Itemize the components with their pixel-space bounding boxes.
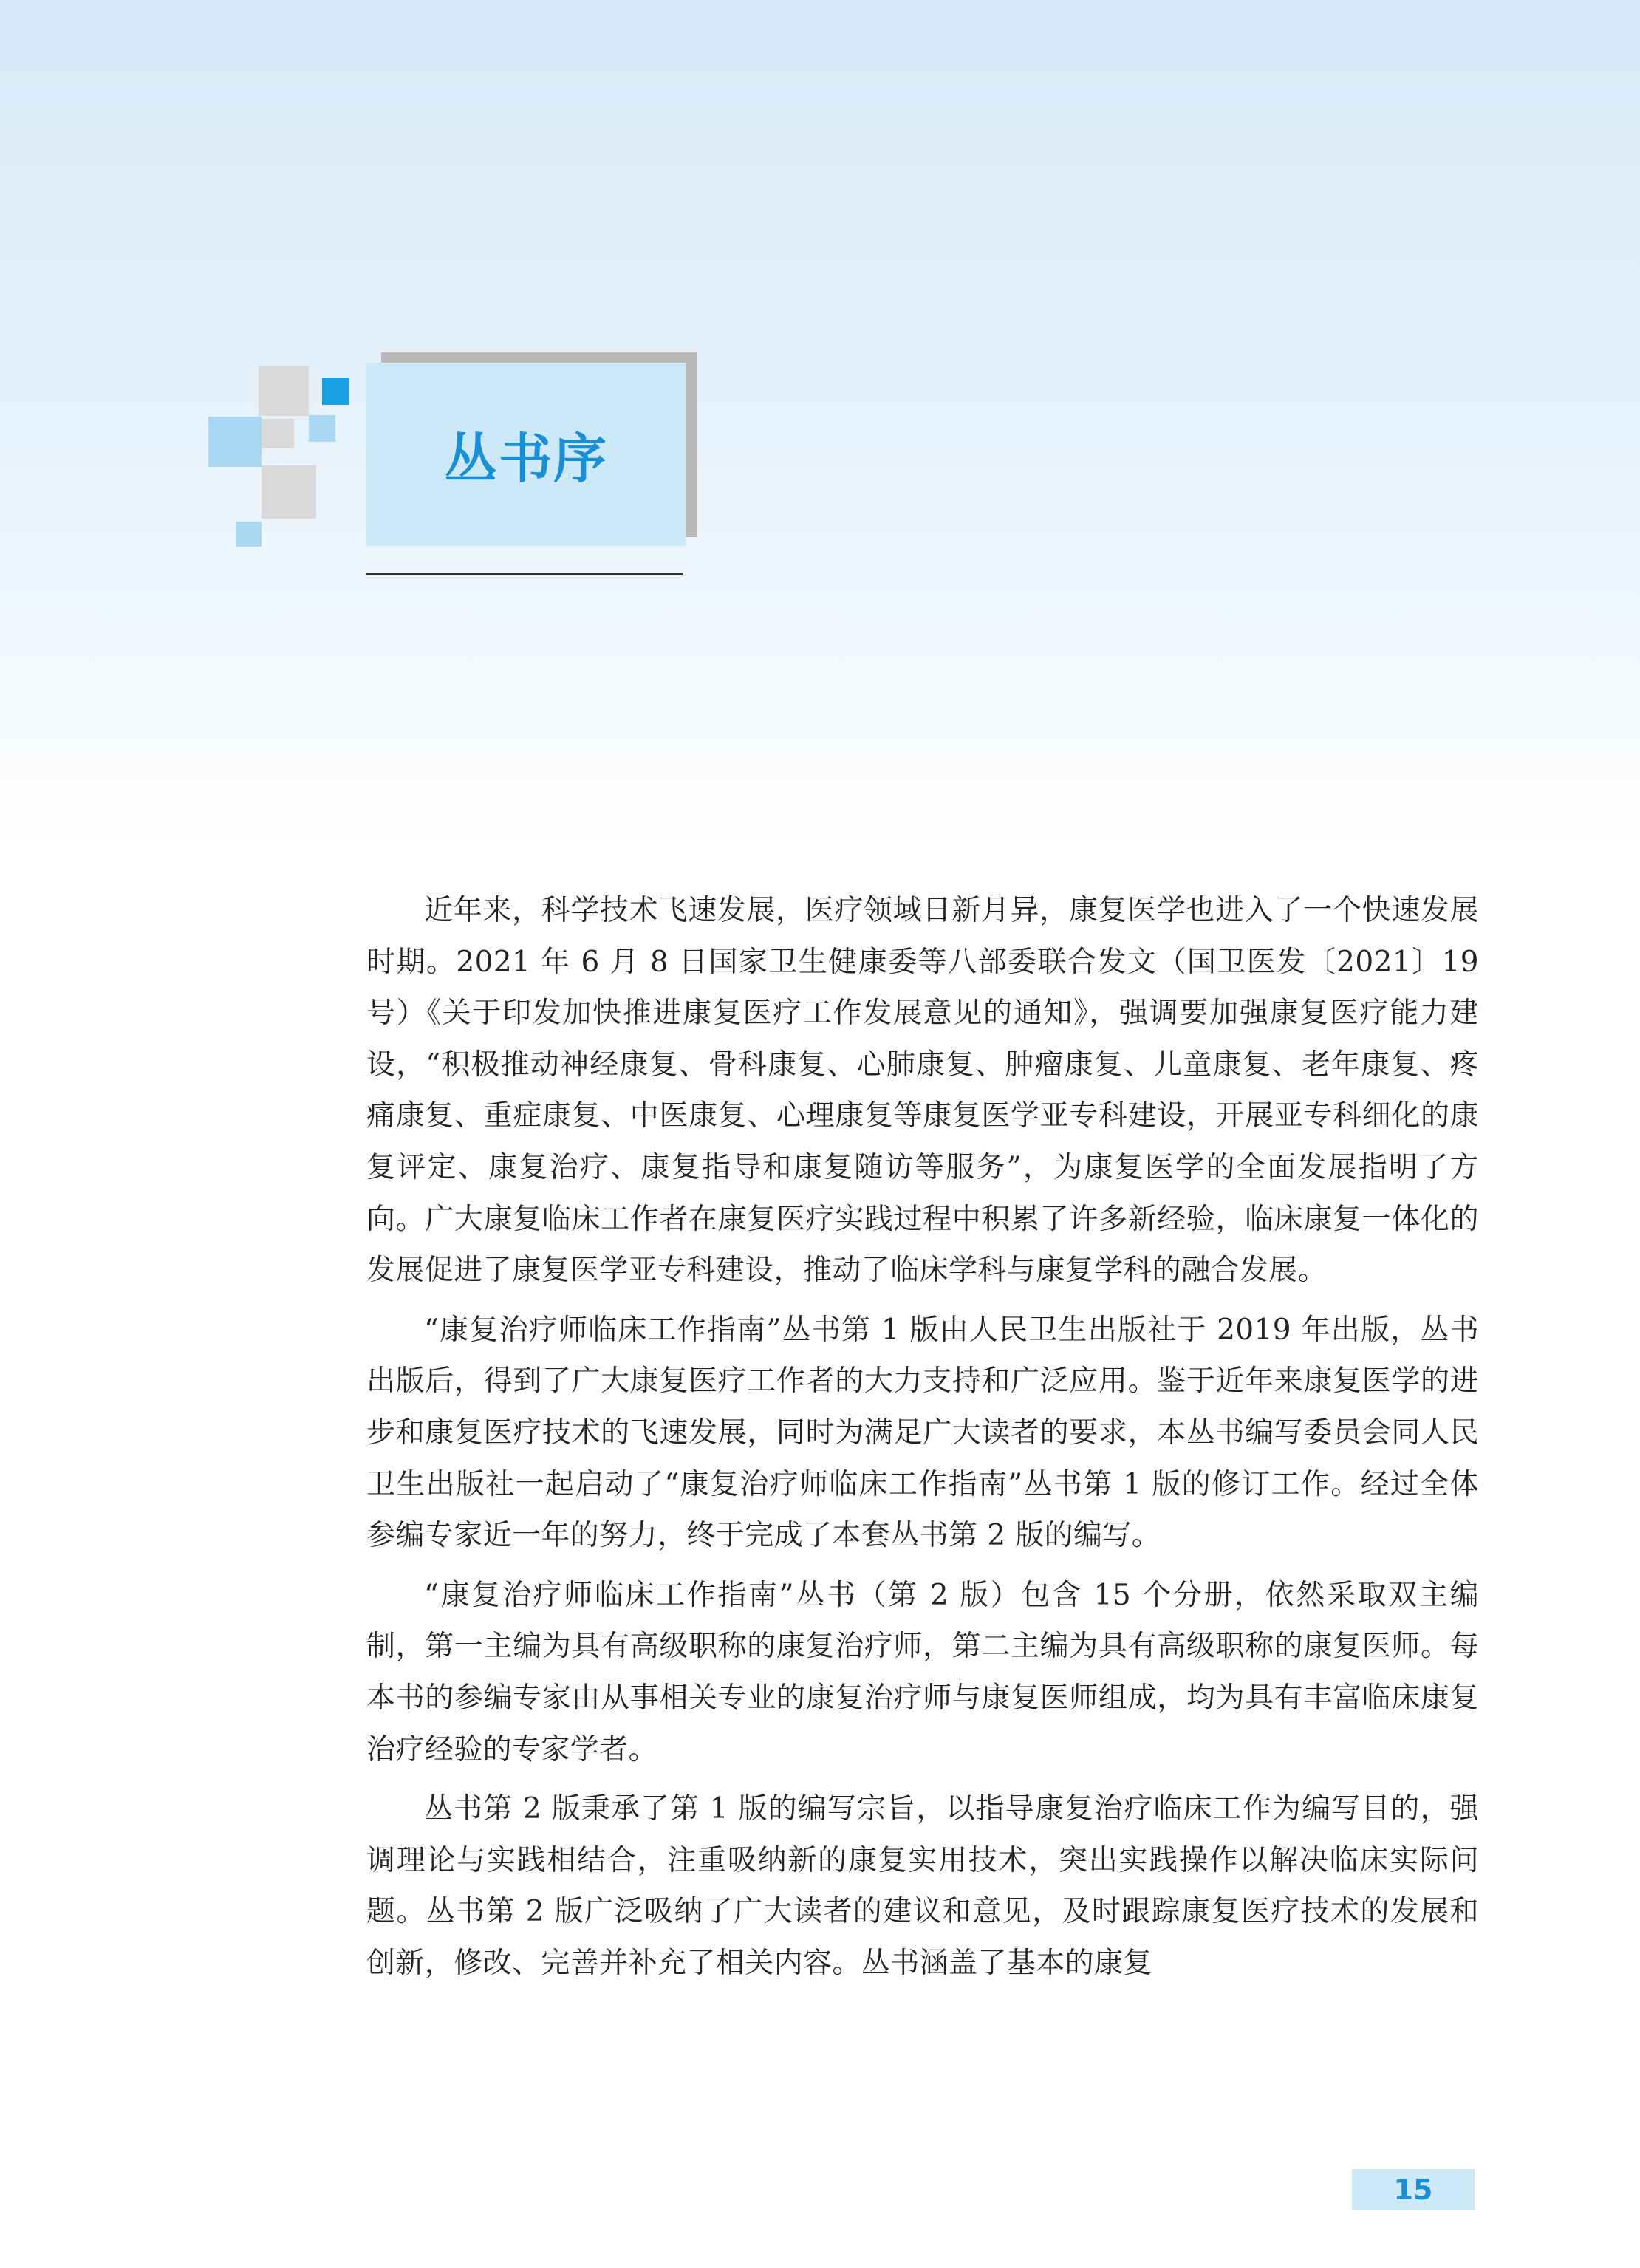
decor-square-gray-2: [262, 419, 294, 448]
page-number-box: [1352, 2169, 1475, 2210]
paragraph-2: “康复治疗师临床工作指南”丛书第 1 版由人民卫生出版社于 2019 年出版，丛书出版后，得到了广大康复医疗工作者的大力支持和广泛应用。鉴于近年来康复医学的进步和康复医疗技术的飞速发展，同时为满足广大读者的要求，本丛书编写委员会同人民卫生出版社一起启动了“康复治疗师临床工作指南”丛书第 1 版的修订工作。经过全体参编专家近一年的努力，终于完成了本套丛书第 2 版的编写。: [366, 1313, 1479, 1553]
decor-square-lightblue-1: [208, 417, 262, 467]
decor-square-lightblue-2: [309, 415, 335, 442]
decor-square-gray-3: [262, 465, 316, 519]
paragraph-3: “康复治疗师临床工作指南”丛书（第 2 版）包含 15 个分册，依然采取双主编制，第一主编为具有高级职称的康复治疗师，第二主编为具有高级职称的康复医师。每本书的参编专家由从事相关专业的康复治疗师与康复医师组成，均为具有丰富临床康复治疗经验的专家学者。: [366, 1578, 1479, 1766]
decor-square-blue: [322, 378, 349, 405]
paragraph-4: 丛书第 2 版秉承了第 1 版的编写宗旨，以指导康复治疗临床工作为编写目的，强调理论与实践相结合，注重吸纳新的康复实用技术，突出实践操作以解决临床实际问题。丛书第 2 版广泛吸纳了广大读者的建议和意见，及时跟踪康复医疗技术的发展和创新，修改、完善并补充了相关内容。丛书涵盖了基本的康复: [366, 1792, 1479, 1980]
page-title: 丛书序: [443, 428, 608, 490]
preface-body: [366, 885, 1479, 1997]
decor-square-lightblue-3: [236, 522, 262, 547]
title-box: [366, 363, 686, 546]
decor-square-gray-1: [259, 366, 309, 416]
title-underline: [366, 573, 683, 575]
page-number: 15: [1393, 2173, 1433, 2206]
paragraph-1: 近年来，科学技术飞速发展，医疗领域日新月异，康复医学也进入了一个快速发展时期。2021 年 6 月 8 日国家卫生健康委等八部委联合发文（国卫医发〔2021〕19 号）《关于印发加快推进康复医疗工作发展意见的通知》，强调要加强康复医疗能力建设，“积极推动神经康复、骨科康复、心肺康复、肿瘤康复、儿童康复、老年康复、疼痛康复、重症康复、中医康复、心理康复等康复医学亚专科建设，开展亚专科细化的康复评定、康复治疗、康复指导和康复随访等服务”，为康复医学的全面发展指明了方向。广大康复临床工作者在康复医疗实践过程中积累了许多新经验，临床康复一体化的发展促进了康复医学亚专科建设，推动了临床学科与康复学科的融合发展。: [366, 894, 1479, 1288]
